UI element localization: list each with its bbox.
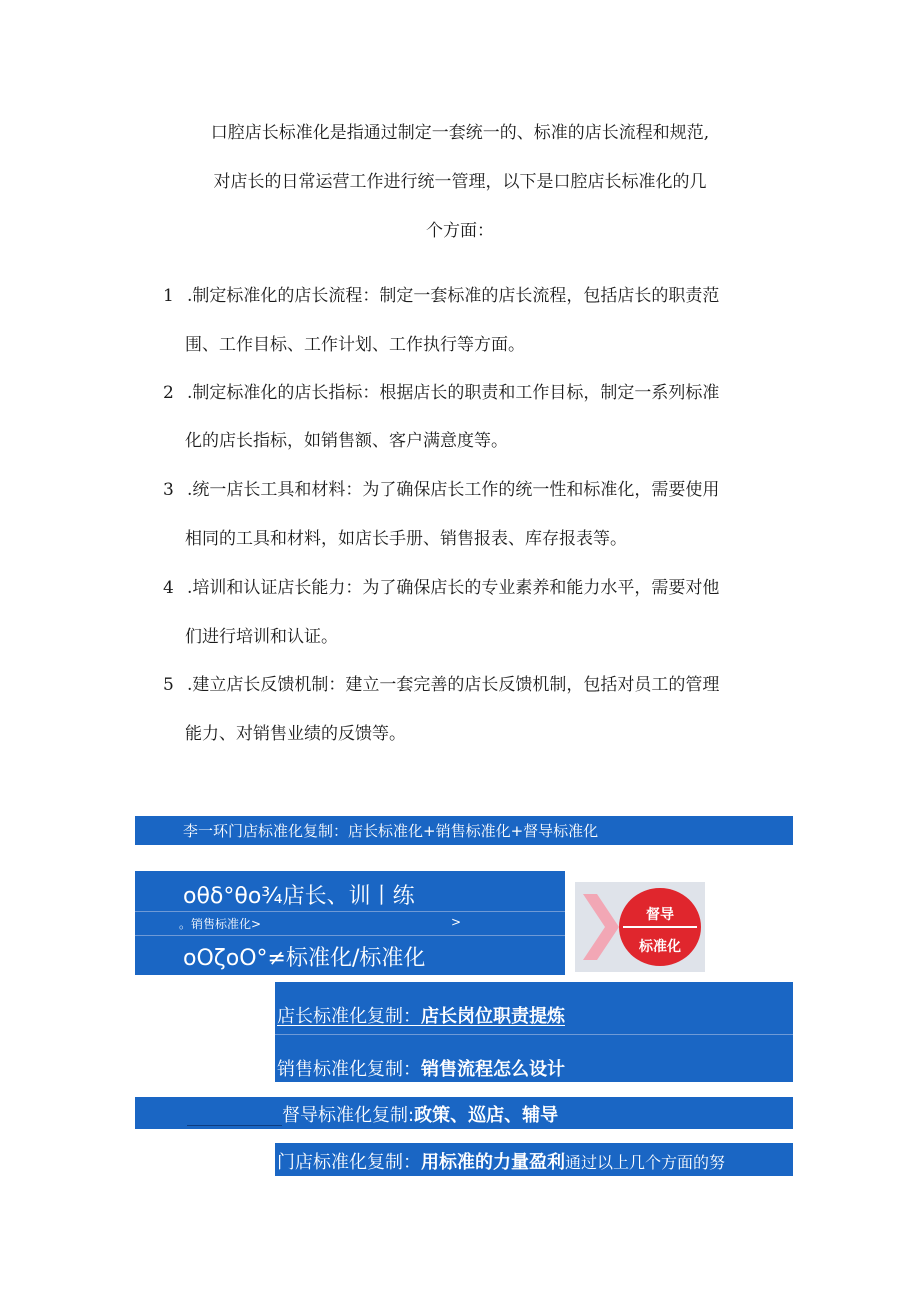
item-number: 1 [163,286,174,306]
item-line-2: 化的店长指标，如销售额、客户满意度等。 [185,431,508,451]
item-line-1: .统一店长工具和材料：为了确保店长工作的统一性和标准化，需要使用 [187,480,720,500]
seal-text-1: 督导 [646,907,674,923]
divider [275,1034,793,1035]
row-underline-lead [187,1125,282,1126]
item-line-2: 们进行培训和认证。 [185,627,338,647]
left-panel-line-2-tail: > [451,915,462,929]
item-line-1: .制定标准化的店长指标：根据店长的职责和工作目标，制定一系列标准 [187,383,720,403]
row-4-value: 用标准的力量盈利 [421,1152,565,1173]
supervisor-row [135,1097,793,1129]
item-line-1: .培训和认证店长能力：为了确保店长的专业素养和能力水平，需要对他 [187,578,720,598]
item-number: 3 [163,480,174,500]
chevron-right-icon [583,894,619,960]
divider [135,911,565,912]
row-2 [277,1055,565,1081]
row-3-value: 政策、巡店、辅导 [414,1105,559,1126]
intro-line-3: 个方面： [426,221,494,241]
row-3 [282,1101,558,1127]
row-3-label: 督导标准化复制: [282,1105,415,1126]
row-4-label: 门店标准化复制： [277,1152,421,1173]
item-line-1: .制定标准化的店长流程：制定一套标准的店长流程，包括店长的职责范 [187,286,720,306]
list-item [163,674,803,696]
divider [135,935,565,936]
list-item [163,285,803,307]
row-4-tail: 通过以上几个方面的努 [565,1153,726,1172]
list-item [163,382,803,404]
intro-line-2: 对店长的日常运营工作进行统一管理，以下是口腔店长标准化的几 [213,172,707,192]
row-1-value: 店长岗位职责提炼 [421,1006,565,1027]
seal-text-2: 标准化 [639,939,681,955]
item-line-2: 相同的工具和材料，如店长手册、销售报表、库存报表等。 [185,529,627,549]
item-line-2: 围、工作目标、工作计划、工作执行等方面。 [185,335,525,355]
left-panel [135,871,565,975]
item-number: 2 [163,383,174,403]
right-panel [275,982,793,1082]
item-line-2: 能力、对销售业绩的反馈等。 [185,724,406,744]
row-1-label: 店长标准化复制： [277,1006,421,1027]
left-panel-line-2: 。销售标准化> [179,917,262,931]
seal-divider [623,926,697,928]
seal-stamp [619,888,701,966]
graphic-header-text: 李一环门店标准化复制：店长标准化+销售标准化+督导标准化 [183,822,599,840]
row-2-label: 销售标准化复制： [277,1059,421,1080]
row-4 [277,1148,725,1174]
list-item [163,479,803,501]
item-number: 5 [163,675,174,695]
row-2-value: 销售流程怎么设计 [421,1059,565,1080]
left-panel-line-1: oθδ°θo¾店长、训丨练 [183,884,415,909]
intro-line-1: 口腔店长标准化是指通过制定一套统一的、标准的店长流程和规范, [210,123,710,143]
list-item [163,577,803,599]
item-line-1: .建立店长反馈机制：建立一套完善的店长反馈机制，包括对员工的管理 [187,675,720,695]
store-row [275,1143,793,1176]
supervisor-badge [575,882,705,972]
left-panel-line-3: oOζoO°≠标准化/标准化 [183,946,426,971]
row-1 [277,1002,565,1028]
graphic-header-bar [135,816,793,845]
item-number: 4 [163,578,174,598]
